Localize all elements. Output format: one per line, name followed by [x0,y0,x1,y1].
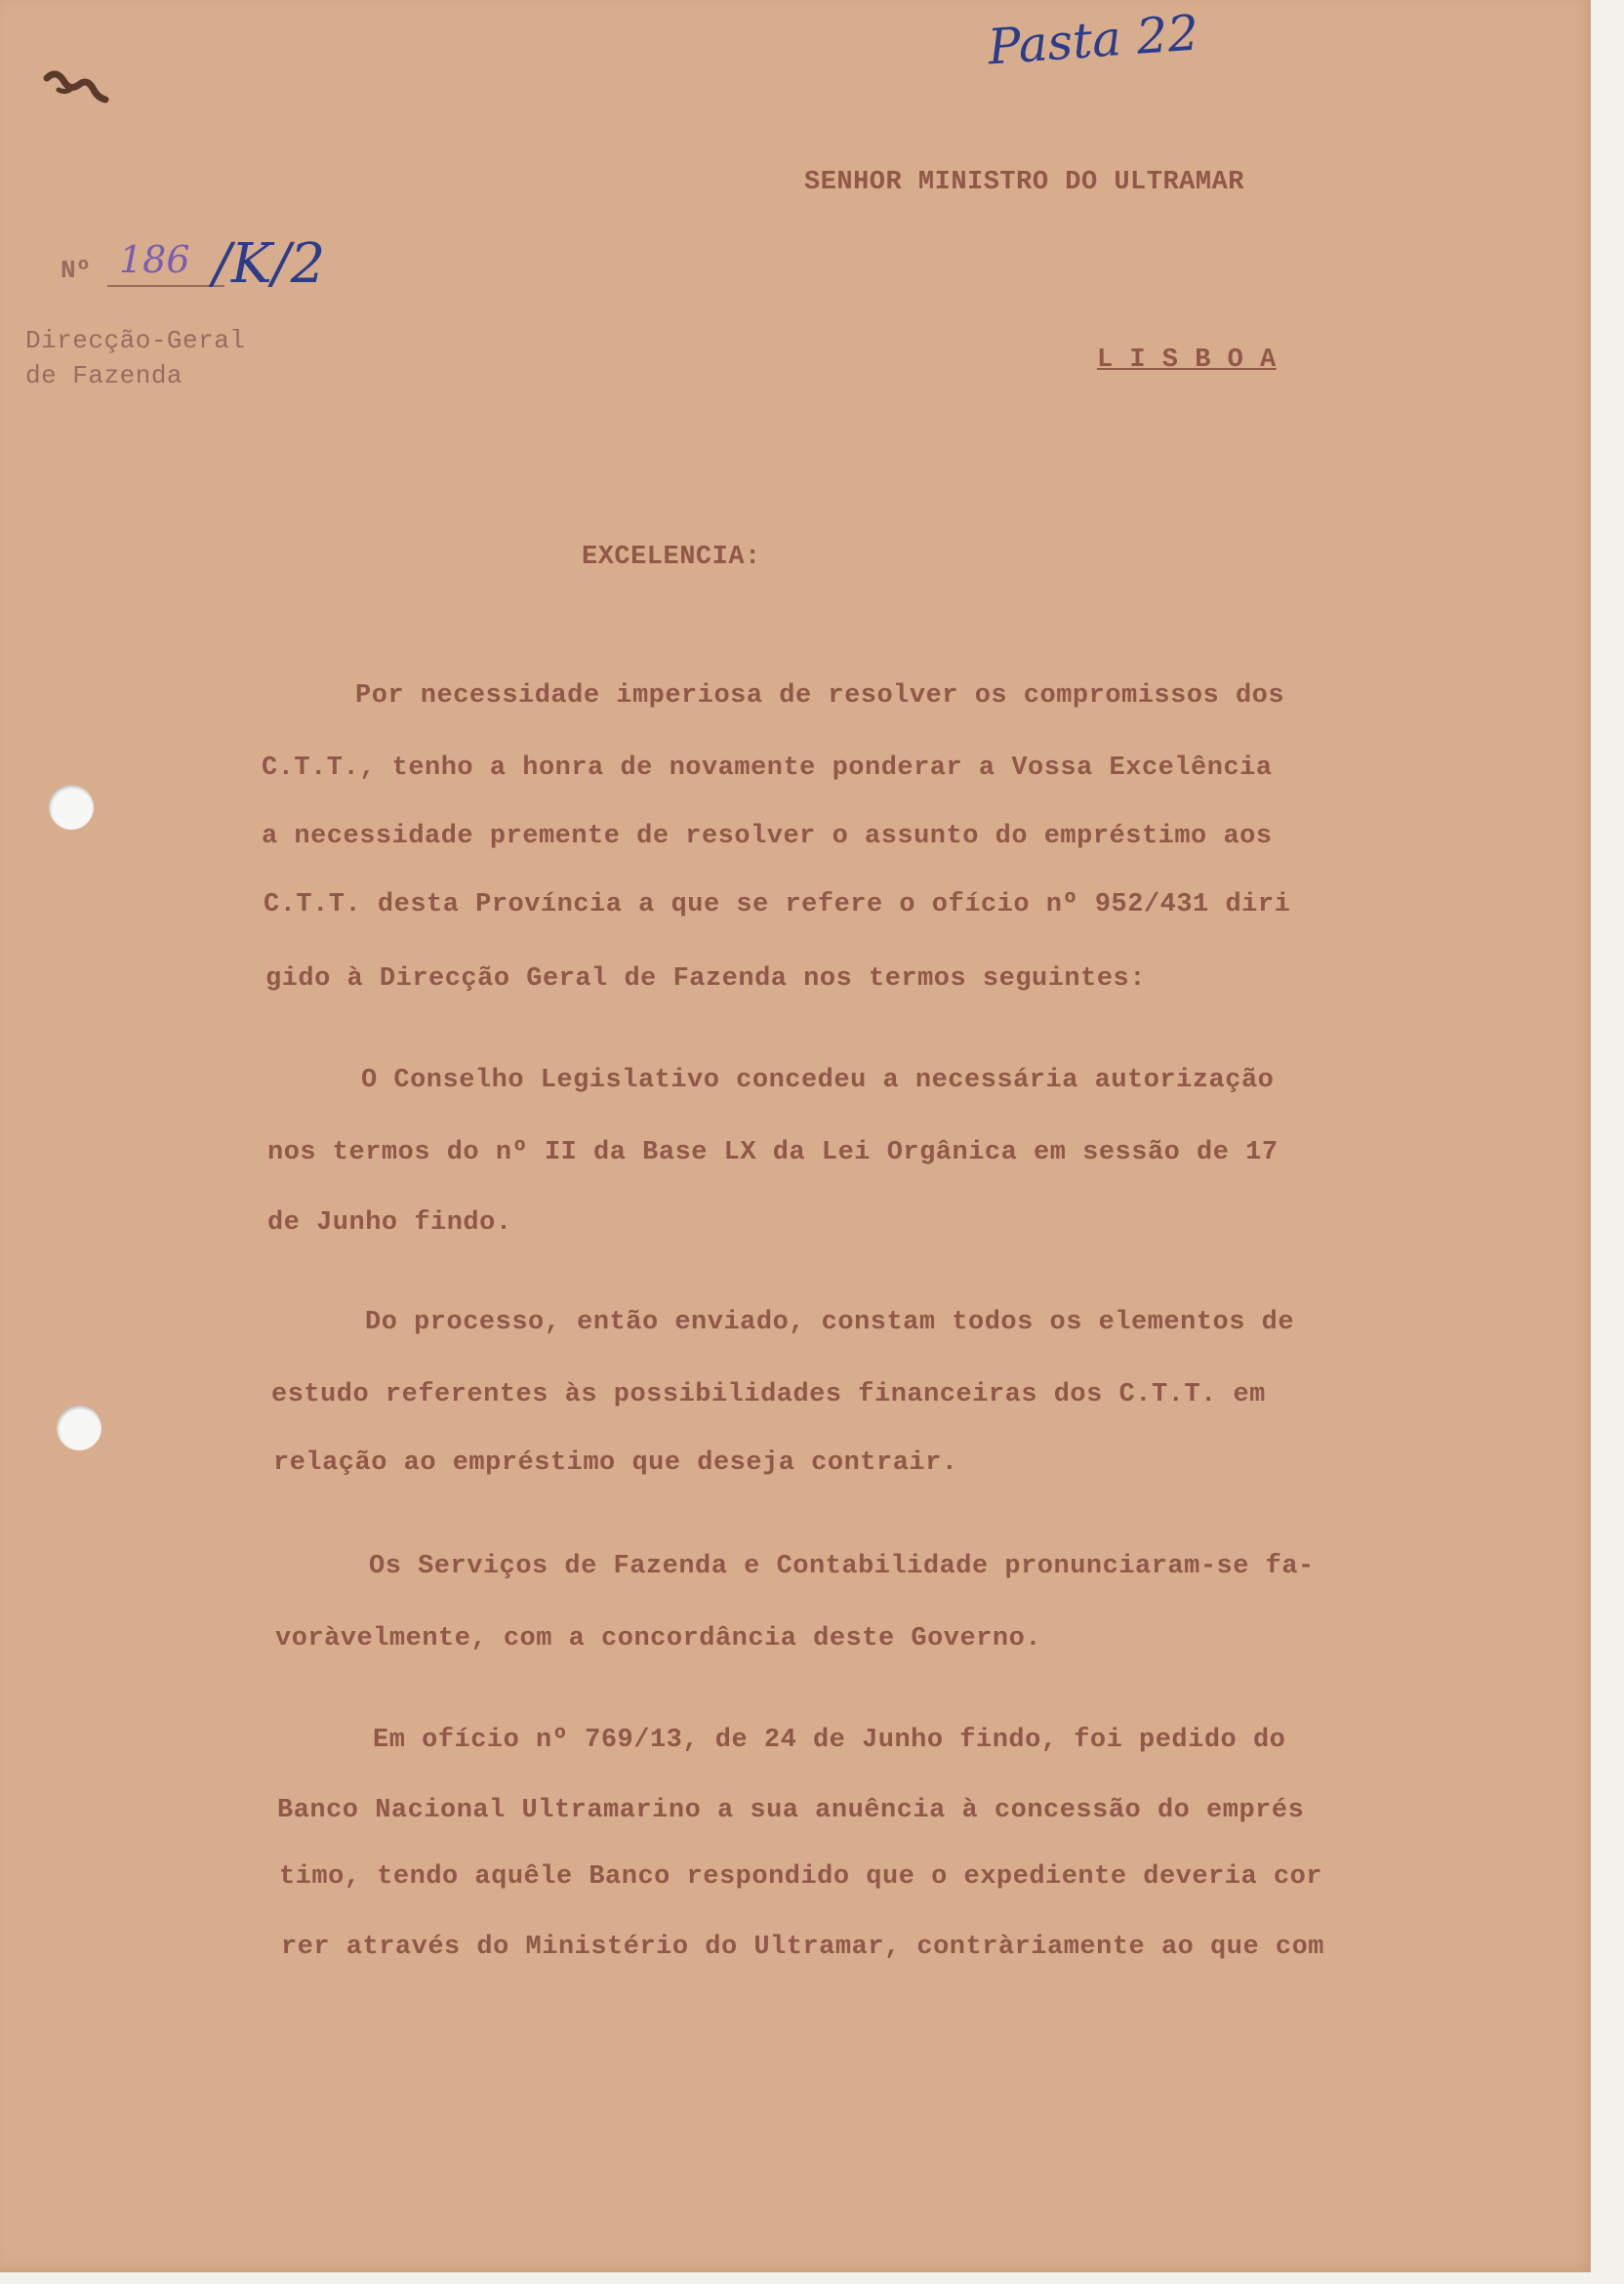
paragraph-3-line-3: relação ao empréstimo que deseja contrair. [273,1448,958,1478]
paragraph-4-line-1: Os Serviços de Fazenda e Contabilidade pronunciaram-se fa- [369,1552,1315,1581]
paragraph-1-line-5: gido à Direcção Geral de Fazenda nos termos seguintes: [265,964,1146,994]
punch-hole-top [49,785,94,830]
handwritten-reference-number: 186 [119,238,190,281]
handwritten-reference-code: /K/2 [213,232,326,296]
handwritten-pasta-note: Pasta 22 [986,4,1201,76]
reference-label: Nº [61,256,92,285]
paragraph-3-line-2: estudo referentes às possibilidades financeiras dos C.T.T. em [271,1380,1266,1409]
department-line-1: Direcção-Geral [25,326,246,355]
paragraph-5-line-4: rer através do Ministério do Ultramar, contràriamente ao que com [281,1933,1324,1962]
paragraph-1-line-3: a necessidade premente de resolver o assunto do empréstimo aos [262,822,1273,851]
paragraph-2-line-2: nos termos do nº II da Base LX da Lei Orgânica em sessão de 17 [267,1138,1279,1167]
paragraph-2-line-1: O Conselho Legislativo concedeu a necessária autorização [361,1066,1275,1095]
paragraph-2-line-3: de Junho findo. [267,1208,512,1238]
city-line: L I S B O A [1097,346,1277,375]
salutation: EXCELENCIA: [582,543,761,572]
punch-hole-bottom [57,1406,102,1450]
paragraph-1-line-2: C.T.T., tenho a honra de novamente ponderar a Vossa Excelência [262,754,1273,783]
paragraph-5-line-1: Em ofício nº 769/13, de 24 de Junho findo, foi pedido do [373,1726,1286,1755]
paragraph-1-line-4: C.T.T. desta Província a que se refere o ofício nº 952/431 diri [264,890,1291,919]
ink-blot-mark [39,61,117,109]
reference-line [107,285,224,287]
paragraph-4-line-2: voràvelmente, com a concordância deste Governo. [275,1624,1042,1653]
addressee-line: SENHOR MINISTRO DO ULTRAMAR [804,168,1244,197]
paragraph-5-line-3: timo, tendo aquêle Banco respondido que o expediente deveria cor [279,1862,1322,1892]
paragraph-5-line-2: Banco Nacional Ultramarino a sua anuência à concessão do emprés [277,1796,1305,1825]
department-line-2: de Fazenda [25,361,183,390]
paragraph-1-line-1: Por necessidade imperiosa de resolver os compromissos dos [355,681,1285,711]
paragraph-3-line-1: Do processo, então enviado, constam todos os elementos de [365,1308,1295,1337]
